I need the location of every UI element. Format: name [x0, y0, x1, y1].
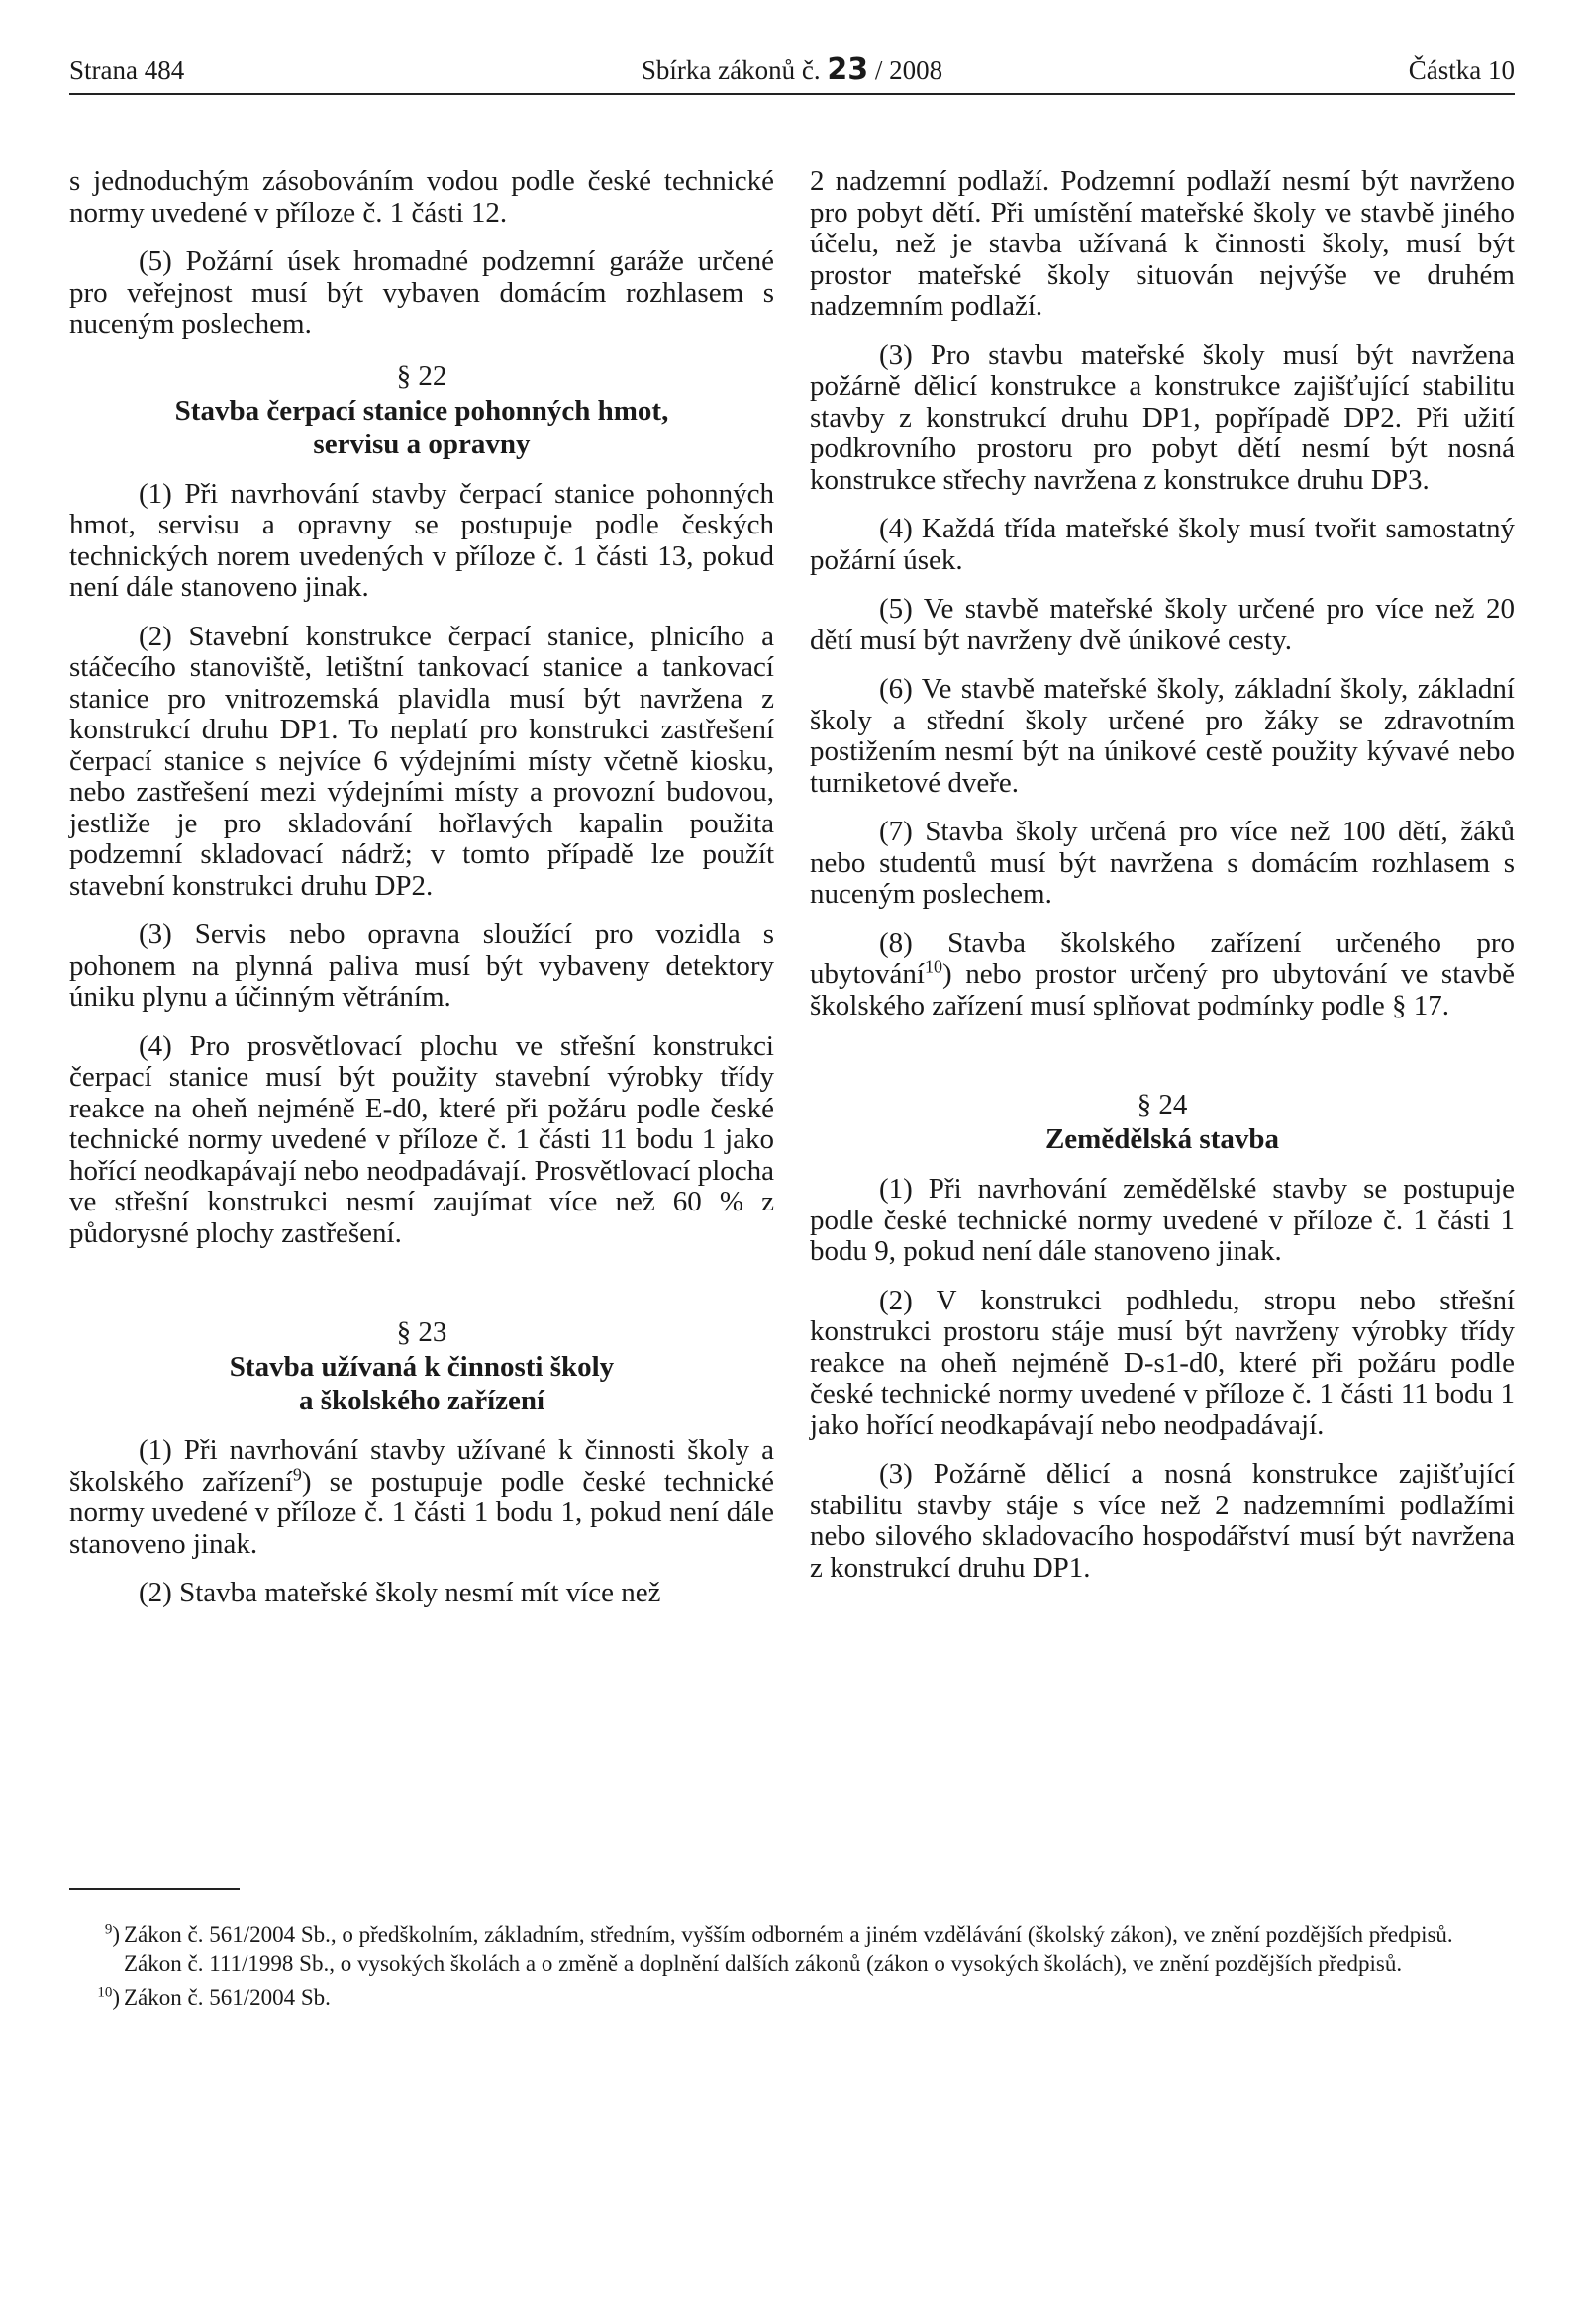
paragraph-text: ) se postupuje podle české technické normy uvedené v příloze č. 1 části 1 bodu 1, pokud není dále stanoveno jinak.	[69, 1465, 775, 1560]
section-title-line: Stavba čerpací stanice pohonných hmot,	[174, 394, 669, 427]
footnote	[97, 1984, 1515, 2012]
section-number: § 24	[1137, 1089, 1188, 1120]
paragraph: (3) Servis nebo opravna sloužící pro vozidla s pohonem na plynná paliva musí být vybaveny detektory úniku plynu a účinným větráním.	[69, 919, 774, 1013]
paragraph: (4) Pro prosvětlovací plochu ve střešní konstrukci čerpací stanice musí být použity stavební výrobky třídy reakce na oheň nejméně E-d0, které při požáru podle české technické normy uvedené v příloze č. 1 části 11 bodu 1 jako hořící neodkapávají nebo neodpadávají. Prosvětlovací plocha ve střešní konstrukci nesmí zaujímat více než 60 % z půdorysné plochy zastřešení.	[69, 1029, 774, 1249]
section-title	[69, 394, 774, 461]
law-number: 23	[827, 52, 869, 87]
footnote-line: Zákon č. 561/2004 Sb.	[124, 1985, 331, 2010]
footnote-divider	[69, 1888, 240, 1890]
left-column	[69, 166, 774, 1627]
footnote-line: Zákon č. 561/2004 Sb., o předškolním, základním, středním, vyšším odborném a jiném vzdělávání (školský zákon), ve znění pozdějších předpisů.	[124, 1922, 1453, 1947]
paragraph: (2) Stavební konstrukce čerpací stanice, plnicího a stáčecího stanoviště, letištní tankovací stanice a tankovací stanice pro vnitrozemská plavidla musí být navržena z konstrukcí druhu DP1. To neplatí pro konstrukci zastřešení čerpací stanice s nejvíce 6 výdejními místy včetně kiosku, nebo zastřešení mezi výdejními místy a provozní budovou, jestliže je pro skladování hořlavých kapalin použita podzemní skladovací nádrž; v tomto případě lze použít stavební konstrukci druhu DP2.	[69, 620, 774, 902]
section-title	[69, 1350, 774, 1417]
footnote-line: Zákon č. 111/1998 Sb., o vysokých školách a o změně a doplnění dalších zákonů (zákon o vysokých školách), ve znění pozdějších předpisů.	[124, 1951, 1403, 1976]
spacer	[69, 1267, 774, 1297]
collection-reference	[69, 48, 1515, 93]
page-header	[69, 48, 1515, 95]
section-number: § 23	[396, 1316, 447, 1348]
paragraph: (5) Ve stavbě mateřské školy určené pro více než 20 dětí musí být navrženy dvě únikové cesty.	[810, 593, 1515, 656]
section-title-line: servisu a opravny	[313, 428, 531, 460]
spacer	[810, 1039, 1515, 1069]
footnotes	[97, 1920, 1515, 2018]
paragraph: (3) Požárně dělicí a nosná konstrukce zajišťující stabilitu stavby stáje s více než 2 nadzemními podlažími nebo silového skladovacího hospodářství musí být navržena z konstrukcí druhu DP1.	[810, 1458, 1515, 1584]
footnote-reference[interactable]: 10	[925, 956, 942, 977]
law-year: / 2008	[874, 55, 943, 85]
paragraph: (3) Pro stavbu mateřské školy musí být navržena požárně dělicí konstrukce a konstrukce zajišťující stabilitu stavby z konstrukcí druhu DP1, popřípadě DP2. Při užití podkrovního prostoru pro pobyt dětí nesmí být nosná konstrukce střechy navržena z konstrukce druhu DP3.	[810, 339, 1515, 496]
paragraph: 2 nadzemní podlaží. Podzemní podlaží nesmí být navrženo pro pobyt dětí. Při umístění mateřské školy ve stavbě jiného účelu, než je stavba užívaná k činnosti školy, musí být prostor mateřské školy situován nejvýše ve druhém nadzemním podlaží.	[810, 165, 1515, 322]
paragraph	[69, 1435, 774, 1560]
section-title-line: a školského zařízení	[298, 1385, 545, 1416]
paragraph: (5) Požární úsek hromadné podzemní garáže určené pro veřejnost musí být vybaven domácím rozhlasem s nuceným poslechem.	[69, 245, 774, 339]
paragraph: (1) Při navrhování stavby čerpací stanice pohonných hmot, servisu a opravny se postupuje podle českých technických norem uvedených v příloze č. 1 části 13, pokud není dále stanoveno jinak.	[69, 477, 774, 603]
paragraph: (1) Při navrhování zemědělské stavby se postupuje podle české technické normy uvedené v příloze č. 1 části 1 bodu 9, pokud není dále stanoveno jinak.	[810, 1173, 1515, 1267]
footnote-reference[interactable]: 9	[292, 1463, 302, 1484]
paragraph: (2) Stavba mateřské školy nesmí mít více než	[139, 1577, 661, 1608]
part-number: Částka 10	[1408, 55, 1515, 85]
paragraph: s jednoduchým zásobováním vodou podle české technické normy uvedené v příloze č. 1 části 12.	[69, 165, 774, 229]
right-column	[810, 166, 1515, 1601]
footnote-mark: $^9$)	[104, 1921, 120, 1947]
paragraph-text: ) nebo prostor určený pro ubytování ve stavbě školského zařízení musí splňovat podmínky podle § 17.	[810, 958, 1515, 1021]
footnote	[104, 1920, 1515, 1978]
paragraph: (7) Stavba školy určená pro více než 100 dětí, žáků nebo studentů musí být navržena s domácím rozhlasem s nuceným poslechem.	[810, 816, 1515, 910]
section-number: § 22	[396, 359, 447, 392]
paragraph-text: (8) Stavba školského zařízení určeného pro ubytování	[810, 926, 1515, 990]
paragraph	[810, 928, 1515, 1022]
section-title: Zemědělská stavba	[1044, 1123, 1280, 1155]
paragraph-text: (1) Při navrhování stavby užívané k činnosti školy a školského zařízení	[69, 1434, 774, 1498]
footnote-mark: $^{10}$)	[97, 1985, 120, 2010]
paragraph: (2) V konstrukci podhledu, stropu nebo střešní konstrukci prostoru stáje musí být navrženy výrobky třídy reakce na oheň nejméně D-s1-d0, které při požáru podle české technické normy uvedené v příloze č. 1 části 11 bodu 1 jako hořící neodkapávají nebo neodpadávají.	[810, 1284, 1515, 1441]
page-number: Strana 484	[69, 55, 185, 85]
paragraph: (6) Ve stavbě mateřské školy, základní školy, základní školy a střední školy určené pro žáky se zdravotním postižením nesmí být na únikové cestě použity kývavé nebo turniketové dveře.	[810, 673, 1515, 799]
paragraph: (4) Každá třída mateřské školy musí tvořit samostatný požární úsek.	[810, 513, 1515, 576]
section-title-line: Stavba užívaná k činnosti školy	[229, 1351, 615, 1383]
collection-prefix: Sbírka zákonů č.	[641, 55, 821, 85]
